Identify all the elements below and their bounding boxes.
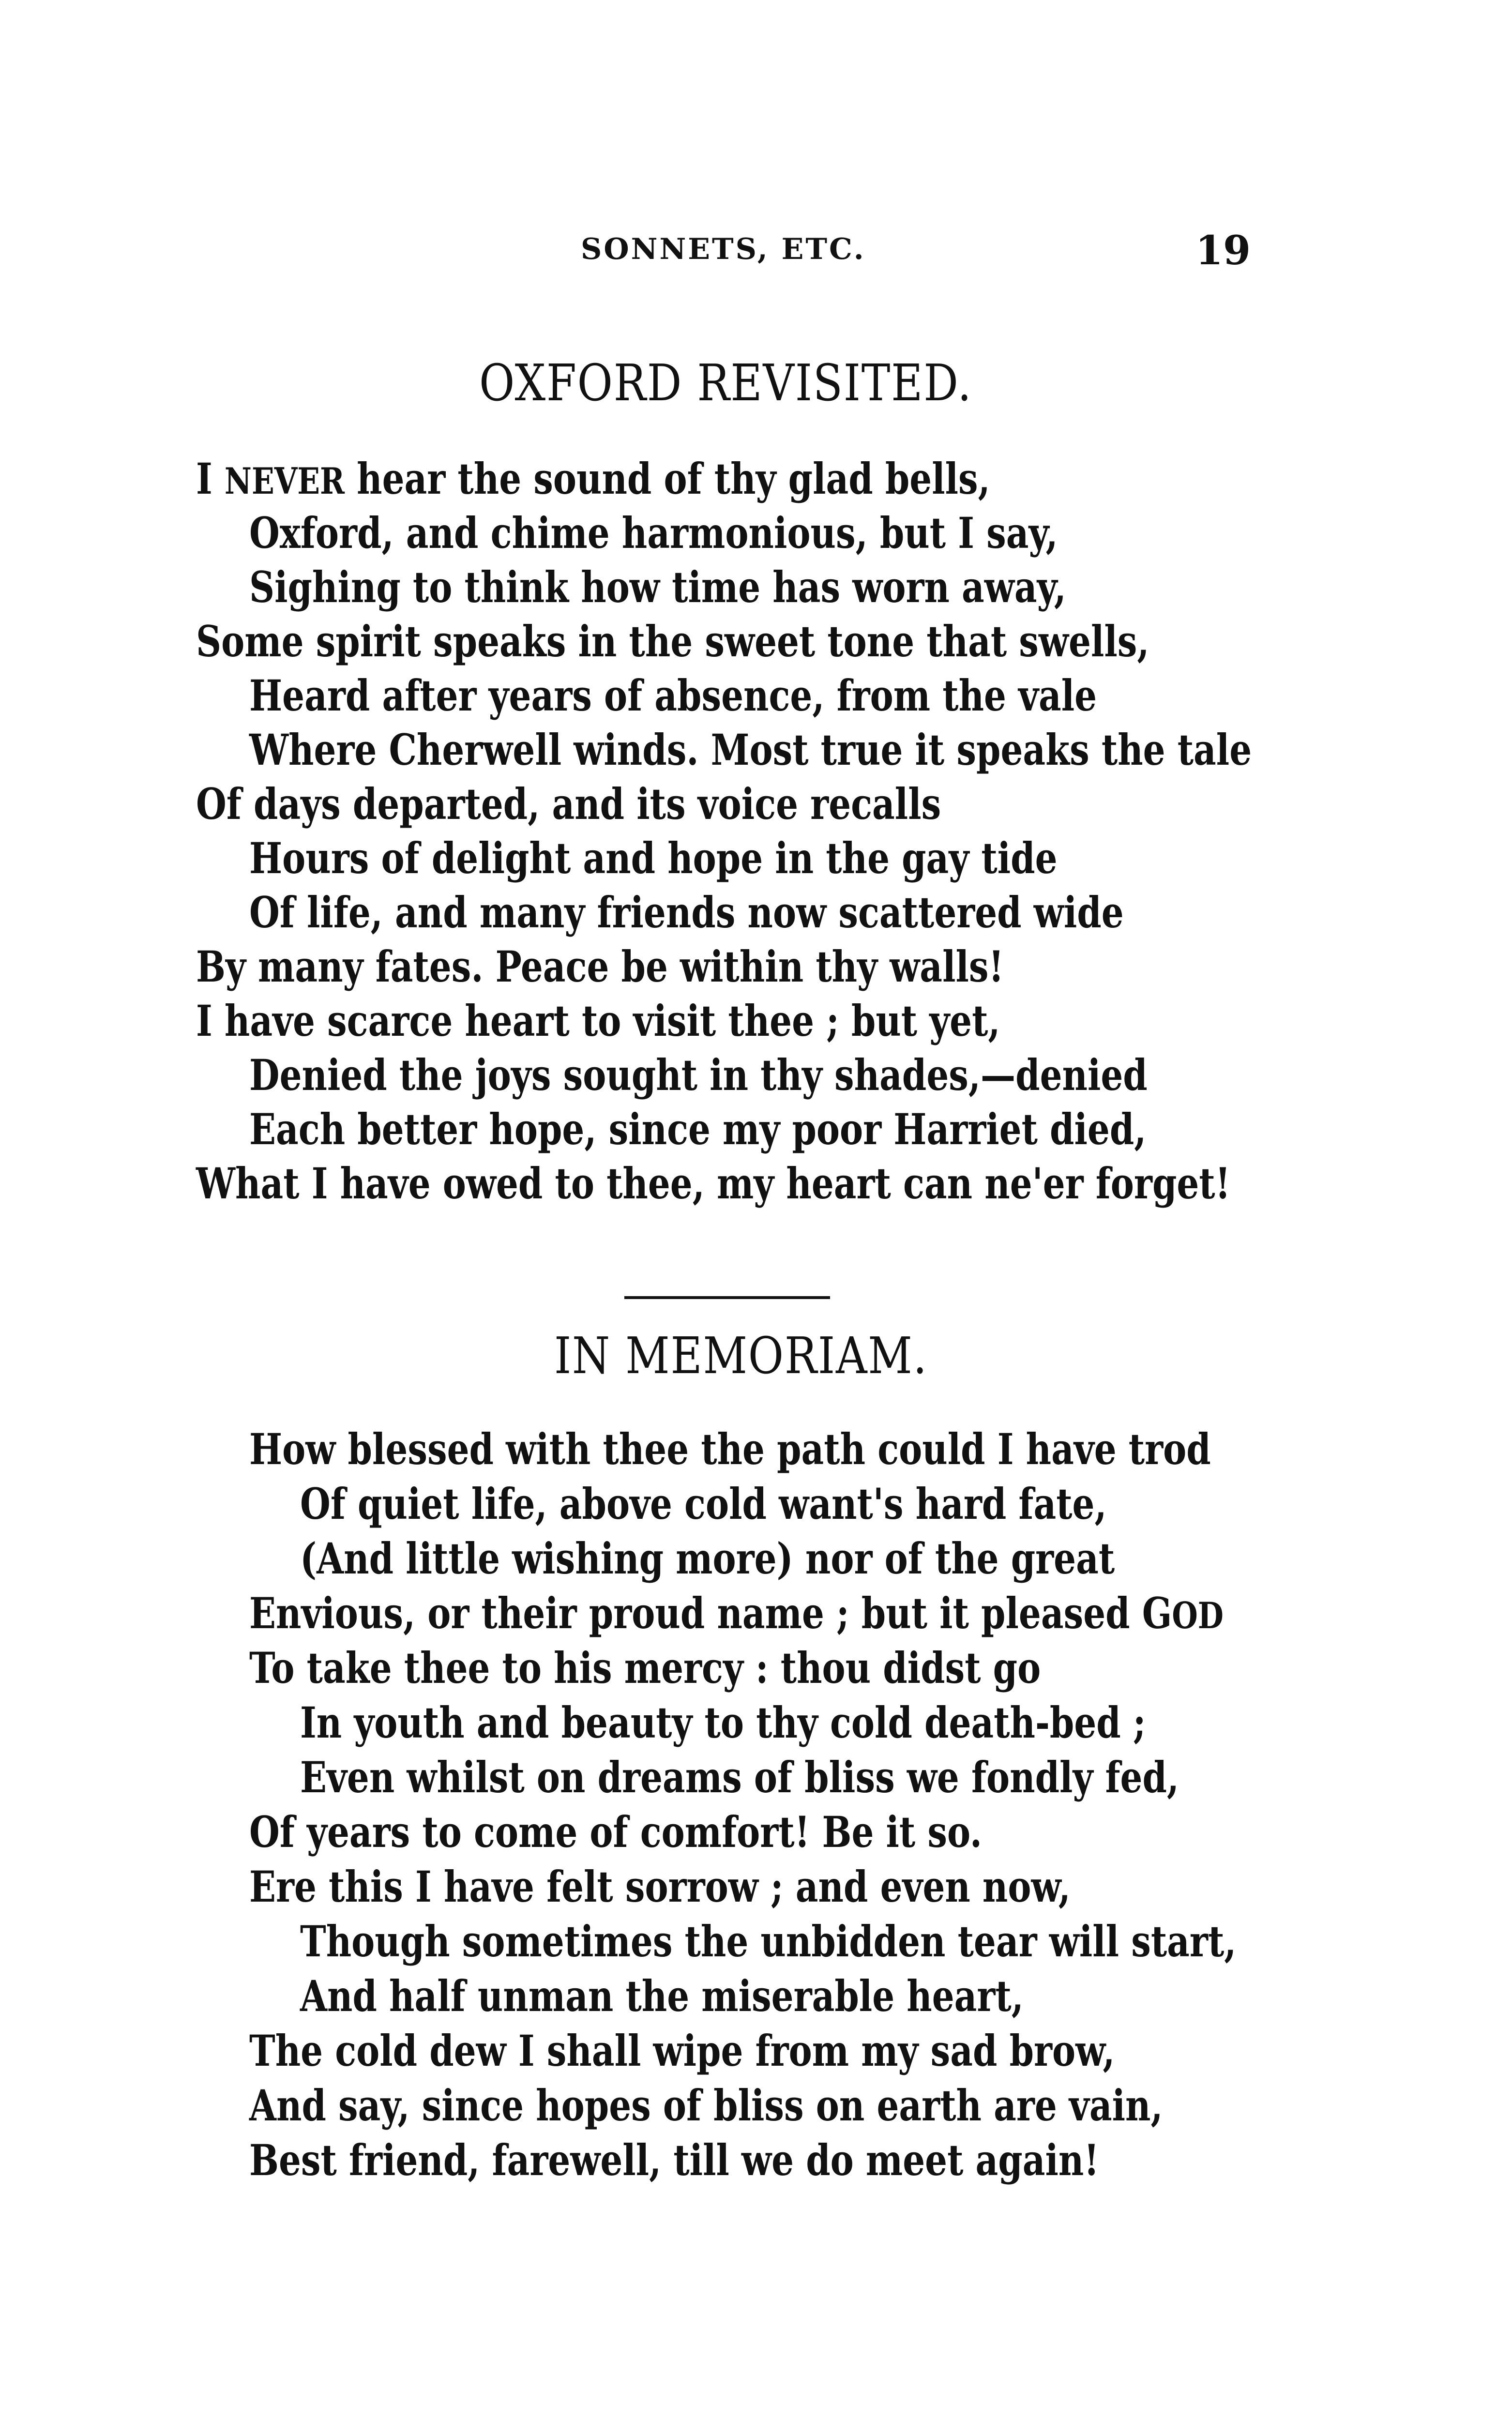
running-head: SONNETS, ETC. — [581, 232, 866, 266]
poem-line: Sighing to think how time has worn away, — [249, 562, 1066, 612]
poem-line: Oxford, and chime harmonious, but I say, — [249, 508, 1058, 558]
poem-line: Envious, or their proud name ; but it pleased GOD — [249, 1588, 1224, 1638]
poem-line: The cold dew I shall wipe from my sad brow, — [249, 2026, 1115, 2076]
poem-line: Though sometimes the unbidden tear will start, — [300, 1916, 1237, 1966]
poem-line: And half unman the miserable heart, — [300, 1971, 1024, 2021]
poem-line: Of life, and many friends now scattered wide — [249, 887, 1124, 938]
poem-line: Of days departed, and its voice recalls — [196, 779, 941, 829]
poem-line: Some spirit speaks in the sweet tone that swells, — [196, 616, 1149, 666]
poem-title: IN MEMORIAM. — [554, 1326, 928, 1385]
poem-line: What I have owed to thee, my heart can ne'er forget! — [196, 1158, 1231, 1209]
poem-line: To take thee to his mercy : thou didst go — [249, 1643, 1041, 1693]
poem-line: How blessed with thee the path could I have trod — [249, 1424, 1211, 1474]
poem-line: Of years to come of comfort! Be it so. — [249, 1807, 982, 1857]
poem-line: Of quiet life, above cold want's hard fate, — [300, 1479, 1107, 1529]
poem-line: I NEVER hear the sound of thy glad bells, — [196, 454, 990, 504]
poem-line: Even whilst on dreams of bliss we fondly fed, — [300, 1752, 1179, 1802]
poem-line: I have scarce heart to visit thee ; but yet, — [196, 996, 1000, 1046]
poem-line: Heard after years of absence, from the vale — [249, 670, 1097, 721]
small-caps-word: NEVER — [224, 460, 345, 502]
poem-line: By many fates. Peace be within thy walls! — [196, 941, 1004, 992]
poem-line: (And little wishing more) nor of the great — [300, 1533, 1115, 1584]
poem-line: Hours of delight and hope in the gay tide — [249, 833, 1058, 883]
poem-line: Where Cherwell winds. Most true it speaks the tale — [249, 725, 1252, 775]
poem-line: Best friend, farewell, till we do meet again! — [249, 2135, 1100, 2185]
poem-title: OXFORD REVISITED. — [479, 353, 972, 412]
small-caps-word: OD — [1172, 1594, 1224, 1637]
poem-line: In youth and beauty to thy cold death-bed ; — [300, 1697, 1146, 1748]
section-divider — [624, 1296, 830, 1299]
poem-line: And say, since hopes of bliss on earth are vain, — [249, 2080, 1163, 2131]
poem-line: Ere this I have felt sorrow ; and even now, — [249, 1861, 1071, 1912]
poem-line: Denied the joys sought in thy shades,—denied — [249, 1050, 1148, 1100]
page-number: 19 — [1195, 227, 1251, 274]
poem-line: Each better hope, since my poor Harriet died, — [249, 1104, 1147, 1154]
